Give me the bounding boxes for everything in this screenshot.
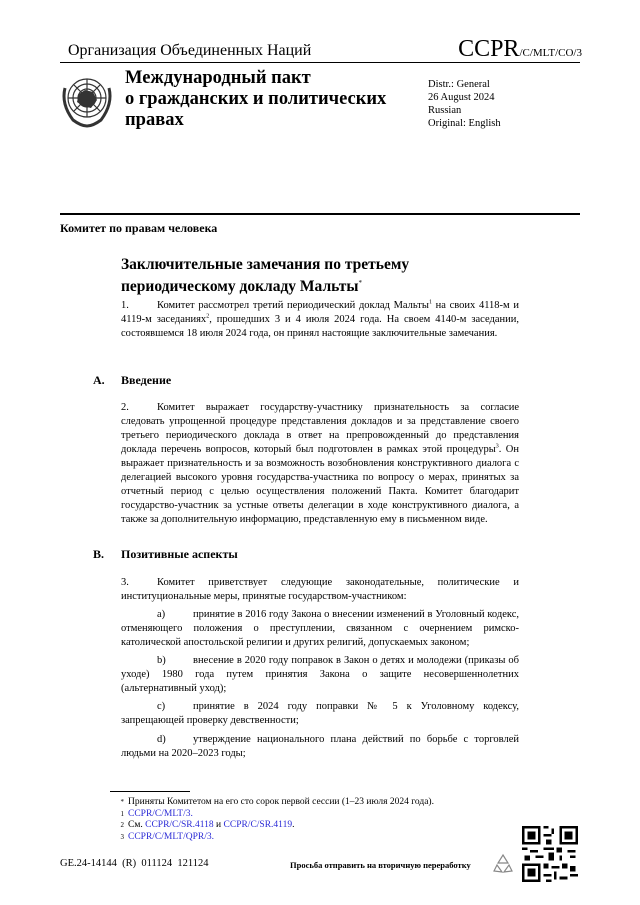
distr-line: Distr.: General bbox=[428, 79, 490, 90]
document-title bbox=[121, 256, 409, 296]
list-item-a bbox=[121, 608, 519, 650]
item-text: принятие в 2016 году Закона о внесении изменений в Уголовный кодекс, отменяющего положения о преступлении, связанном с очернением римско-католической апостольской религии и других религий, допускаемых законом; bbox=[121, 609, 519, 648]
treaty-title-line: Международный пакт bbox=[125, 68, 311, 88]
footnote-text: и bbox=[213, 820, 224, 830]
footnote bbox=[110, 797, 434, 809]
para-text: Комитет выражает государству-участнику признательность за согласие следовать упрощенной процедуре представления докладов и за представление своего третьего периодического доклада в ответ на препровожденный до представления доклада перечень вопросов, который был подготовлен в рамках этой процедуры bbox=[121, 402, 519, 455]
committee-name: Комитет по правам человека bbox=[60, 221, 218, 235]
paragraph-2 bbox=[121, 401, 519, 527]
footnote-link[interactable]: CCPR/C/MLT/3. bbox=[128, 808, 193, 819]
para-number: 1. bbox=[121, 300, 129, 311]
section-title: Позитивные аспекты bbox=[121, 547, 238, 561]
footnote-ref[interactable]: 3 bbox=[495, 443, 499, 450]
section-letter: B. bbox=[93, 547, 105, 561]
footnote-text: . bbox=[292, 820, 295, 830]
thick-rule bbox=[60, 213, 580, 215]
paragraph-3 bbox=[121, 576, 519, 604]
treaty-title bbox=[125, 68, 386, 131]
footnote bbox=[110, 809, 434, 821]
title-text: периодическому докладу Мальты bbox=[121, 278, 359, 296]
list-item-c bbox=[121, 700, 519, 728]
item-text: внесение в 2020 году поправок в Закон о детях и молодежи (приказы об уходе) 1980 года путем принятия Закона о защите несовершеннолетних (альтернативный уход); bbox=[121, 655, 519, 694]
footnote bbox=[110, 820, 434, 832]
list-item-d bbox=[121, 733, 519, 761]
footnote-mark: 3 bbox=[120, 832, 124, 841]
treaty-title-line: о гражданских и политических bbox=[125, 89, 387, 109]
title-footnote-mark[interactable]: * bbox=[358, 279, 362, 287]
footnote-link[interactable]: CCPR/C/SR.4119 bbox=[223, 820, 293, 830]
qr-code-icon[interactable] bbox=[522, 826, 578, 882]
original-line: Original: English bbox=[428, 118, 501, 129]
item-text: принятие в 2024 году поправки № 5 к Уголовному кодексу, запрещающей проверку девственности; bbox=[121, 701, 519, 726]
footnote-text: См. bbox=[128, 820, 146, 830]
footnote-link[interactable]: CCPR/C/MLT/QPR/3. bbox=[128, 831, 214, 842]
header-rule bbox=[60, 62, 580, 63]
para-text: . Он выражает признательность и за возможность возобновления конструктивного диалога с делегацией высокого уровня государства-участника по вопросу о мерах, принятых за отчетный период с целью осуществления положений Пакта. Комитет благодарит государство-участник за устные ответы делегации в ходе конструктивного диалога, а также за дополнительную информацию, представленную ему в письменном виде. bbox=[121, 444, 519, 525]
item-label: b) bbox=[157, 655, 166, 666]
footnote-ref[interactable]: 1 bbox=[428, 299, 432, 306]
organization-name: Организация Объединенных Наций bbox=[68, 42, 312, 59]
footnote-ref[interactable]: 2 bbox=[206, 313, 210, 320]
distribution-info bbox=[428, 78, 501, 130]
treaty-title-line: правах bbox=[125, 110, 184, 130]
footnote-link[interactable]: CCPR/C/SR.4118 bbox=[145, 820, 214, 830]
list-item-b bbox=[121, 654, 519, 696]
symbol-main: CCPR bbox=[458, 36, 520, 62]
language-line: Russian bbox=[428, 105, 462, 116]
item-text: утверждение национального плана действий по борьбе с торговлей людьми на 2020–2023 годы; bbox=[121, 734, 519, 759]
un-emblem-icon bbox=[55, 68, 119, 132]
symbol-suffix: /C/MLT/CO/3 bbox=[519, 47, 582, 59]
para-number: 2. bbox=[121, 402, 129, 413]
item-label: d) bbox=[157, 734, 166, 745]
footnote-mark: 2 bbox=[120, 821, 124, 829]
section-title: Введение bbox=[121, 373, 172, 387]
date-line: 26 August 2024 bbox=[428, 92, 495, 103]
recycle-icon bbox=[492, 852, 514, 874]
item-label: a) bbox=[157, 609, 166, 620]
paragraph-1 bbox=[121, 299, 519, 341]
para-text: на своих 4118-м и 4119-м заседаниях bbox=[121, 300, 519, 325]
footnote bbox=[110, 832, 434, 844]
footnotes bbox=[110, 797, 434, 843]
para-text: Комитет рассмотрел третий периодический доклад Мальты bbox=[157, 300, 429, 311]
job-number: GE.24-14144 (R) 011124 121124 bbox=[60, 858, 209, 869]
section-heading-b bbox=[93, 547, 238, 562]
title-line: Заключительные замечания по третьему bbox=[121, 256, 410, 273]
section-heading-a bbox=[93, 373, 171, 388]
title-line bbox=[121, 274, 409, 296]
footnote-mark: * bbox=[120, 798, 124, 806]
item-label: c) bbox=[157, 701, 166, 712]
para-text: , прошедших 3 и 4 июля 2024 года. На своем 4140-м заседании, состоявшемся 18 июля 2024 года, он принял настоящие заключительные замечания. bbox=[121, 314, 519, 339]
para-text: Комитет приветствует следующие законодательные, политические и институциональные меры, принятые государством-участником: bbox=[121, 577, 519, 602]
section-letter: A. bbox=[93, 373, 105, 387]
footnote-text: Приняты Комитетом на его сто сорок первой сессии (1–23 июля 2024 года). bbox=[128, 797, 434, 807]
para-number: 3. bbox=[121, 577, 129, 588]
recycle-text: Просьба отправить на вторичную переработку bbox=[290, 860, 471, 870]
footnote-mark: 1 bbox=[120, 809, 124, 818]
footnote-rule bbox=[110, 791, 190, 792]
